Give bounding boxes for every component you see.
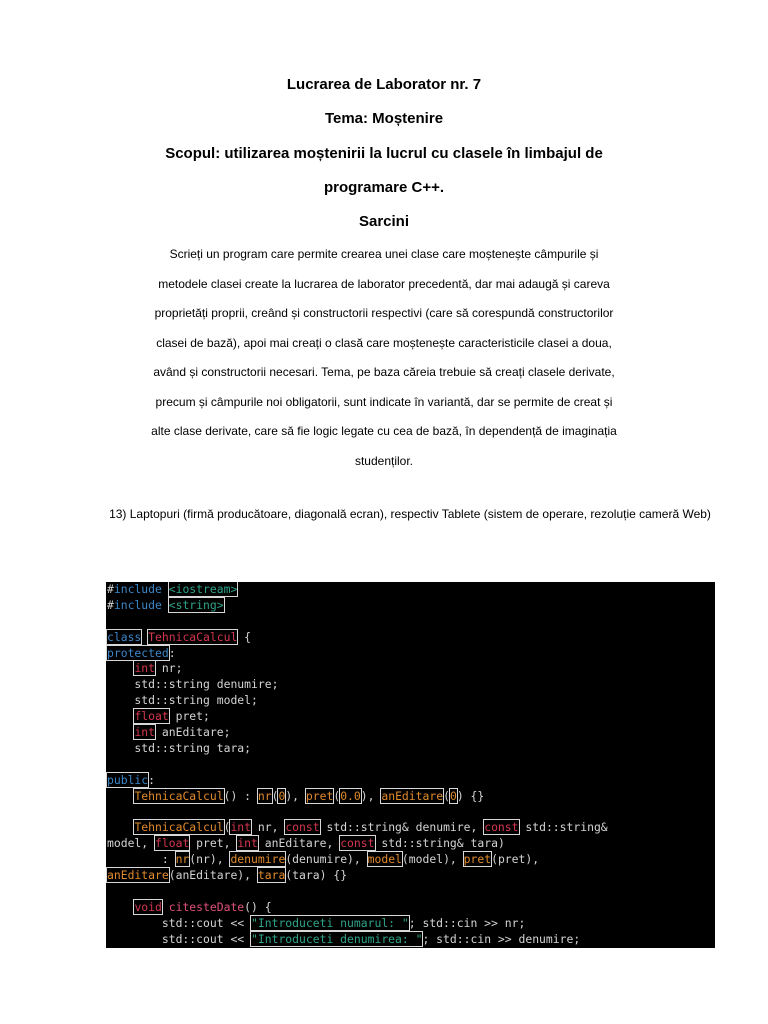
lab-purpose-line2: programare C++. [323, 179, 445, 196]
lab-title: Lucrarea de Laborator nr. 7 [286, 76, 482, 93]
code-token: anEditare; [155, 725, 231, 740]
code-token: (anEditare), [168, 868, 258, 883]
code-token: include [113, 582, 162, 596]
code-token: (pret), [491, 852, 540, 867]
code-token: const [340, 836, 375, 851]
code-line [107, 677, 715, 693]
code-token [162, 582, 169, 596]
code-token: nr [175, 852, 190, 867]
code-token: std::string& denumire, [319, 820, 485, 835]
code-token: ; std::cin >> nr; [408, 915, 526, 930]
code-token: nr, [251, 820, 286, 835]
code-token: tara [257, 868, 286, 883]
code-token: <string> [168, 597, 224, 612]
code-token [107, 709, 134, 723]
code-token: (tara) {} [285, 868, 348, 883]
code-line [107, 630, 715, 646]
code-token: 0 [449, 788, 457, 803]
code-line [107, 773, 715, 789]
code-token: anEditare [381, 788, 444, 803]
code-line [107, 598, 715, 614]
code-token: pret; [168, 709, 210, 724]
code-token: ; std::cin >> denumire; [422, 931, 581, 946]
code-token: include [113, 597, 162, 612]
code-token: int [237, 836, 258, 851]
code-line [107, 789, 715, 805]
code-token: ) {} [456, 788, 485, 803]
code-token: int [230, 820, 252, 835]
code-line [107, 725, 715, 741]
code-token: nr [257, 788, 272, 803]
code-line [107, 852, 715, 868]
code-token: void [134, 899, 162, 914]
code-line [107, 932, 715, 948]
code-token: TehnicaCalcul [134, 788, 224, 803]
code-token: int [134, 725, 156, 740]
code-token: : [148, 772, 156, 787]
code-token: { [237, 629, 252, 644]
code-line [107, 757, 715, 773]
code-token: ( [271, 788, 279, 803]
code-token: TehnicaCalcul [134, 820, 224, 835]
code-token: "Introduceti numarul: " [251, 915, 409, 930]
code-token [107, 820, 134, 834]
code-line [107, 646, 715, 662]
code-token: class [107, 629, 142, 644]
code-token: <iostream> [168, 582, 238, 596]
code-token: (model), [401, 852, 464, 867]
code-line [107, 916, 715, 932]
code-token: denumire [230, 852, 286, 867]
code-line [107, 661, 715, 677]
code-token: (denumire), [285, 852, 368, 867]
code-token: std::string& [518, 820, 608, 835]
code-token: citesteDate [168, 899, 245, 914]
code-token: nr; [155, 661, 183, 676]
code-line [107, 709, 715, 725]
code-token: ( [333, 788, 341, 803]
code-token: float [134, 709, 169, 724]
code-line [107, 693, 715, 709]
code-token: : [168, 645, 176, 660]
code-token: std::string denumire; [107, 677, 279, 692]
code-token: std::string model; [107, 693, 258, 708]
code-token: std::string tara; [107, 740, 252, 755]
code-line [107, 741, 715, 757]
code-token: ), [285, 788, 306, 803]
tasks-heading: Sarcini [358, 213, 410, 230]
code-token: protected [107, 645, 169, 660]
code-token: ( [443, 788, 450, 803]
code-token: ( [223, 820, 231, 835]
code-token: float [155, 836, 190, 851]
code-token [107, 661, 134, 675]
code-token: # [107, 597, 114, 612]
code-line [107, 582, 715, 598]
code-token: model, [107, 836, 156, 851]
code-line [107, 614, 715, 630]
code-token: (nr), [189, 852, 231, 867]
code-token: pret, [189, 836, 238, 851]
code-token: anEditare, [257, 836, 341, 851]
code-token [162, 598, 169, 612]
code-token: const [484, 820, 519, 835]
code-token: 0 [278, 788, 286, 803]
lab-purpose-line1: Scopul: utilizarea moștenirii la lucrul cu clasele în limbajul de [165, 145, 603, 162]
code-line [107, 884, 715, 900]
code-token: anEditare [107, 868, 169, 883]
code-line [107, 836, 715, 852]
code-line [107, 804, 715, 820]
code-token: model [367, 852, 402, 867]
code-token: pret [463, 852, 492, 867]
code-token: pret [305, 788, 334, 803]
code-token: : [107, 852, 176, 867]
code-token: const [285, 820, 320, 835]
code-block [106, 582, 715, 947]
code-token: "Introduceti denumirea: " [251, 931, 423, 946]
code-token: 0.0 [340, 788, 361, 803]
code-token: int [134, 661, 156, 676]
code-token [162, 900, 169, 914]
code-token: # [107, 582, 114, 596]
variant-text: 13) Laptopuri (firmă producătoare, diagonală ecran), respectiv Tablete (sistem de operare, rezoluție cameră Web) [109, 507, 711, 521]
lab-theme: Tema: Moștenire [324, 110, 444, 127]
code-token: () { [244, 899, 272, 914]
code-token [107, 789, 134, 803]
code-token: TehnicaCalcul [148, 629, 238, 644]
code-line [107, 900, 715, 916]
code-token: std::string& tara) [374, 836, 505, 851]
code-token: () : [223, 788, 258, 803]
code-screenshot [106, 582, 715, 948]
code-token: std::cout << [107, 931, 252, 946]
code-token: std::cout << [107, 915, 252, 930]
code-token: ), [360, 788, 382, 803]
code-line [107, 868, 715, 884]
code-token: public [107, 772, 149, 787]
code-token [107, 900, 134, 914]
tasks-paragraph: Scrieți un program care permite crearea unei clase care moștenește câmpurile și metodele clasei create la lucrarea de laborator precedentă, dar mai adaugă și careva proprietăți proprii, creând și constructorii respectivi (care să corespundă constructorilor clasei de bază), apoi mai creați o clasă care moștenește caracteristicile clasei a doua, având și constructorii necesari. Tema, pe baza căreia trebuie să creați clasele derivate, precum și câmpurile noi obligatorii, sunt indicate în variantă, dar se permite de creat și alte clase derivate, care să fie logic legate cu cea de bază, în dependență de imaginația studenților. [151, 247, 617, 468]
code-line [107, 820, 715, 836]
code-token [107, 725, 134, 739]
